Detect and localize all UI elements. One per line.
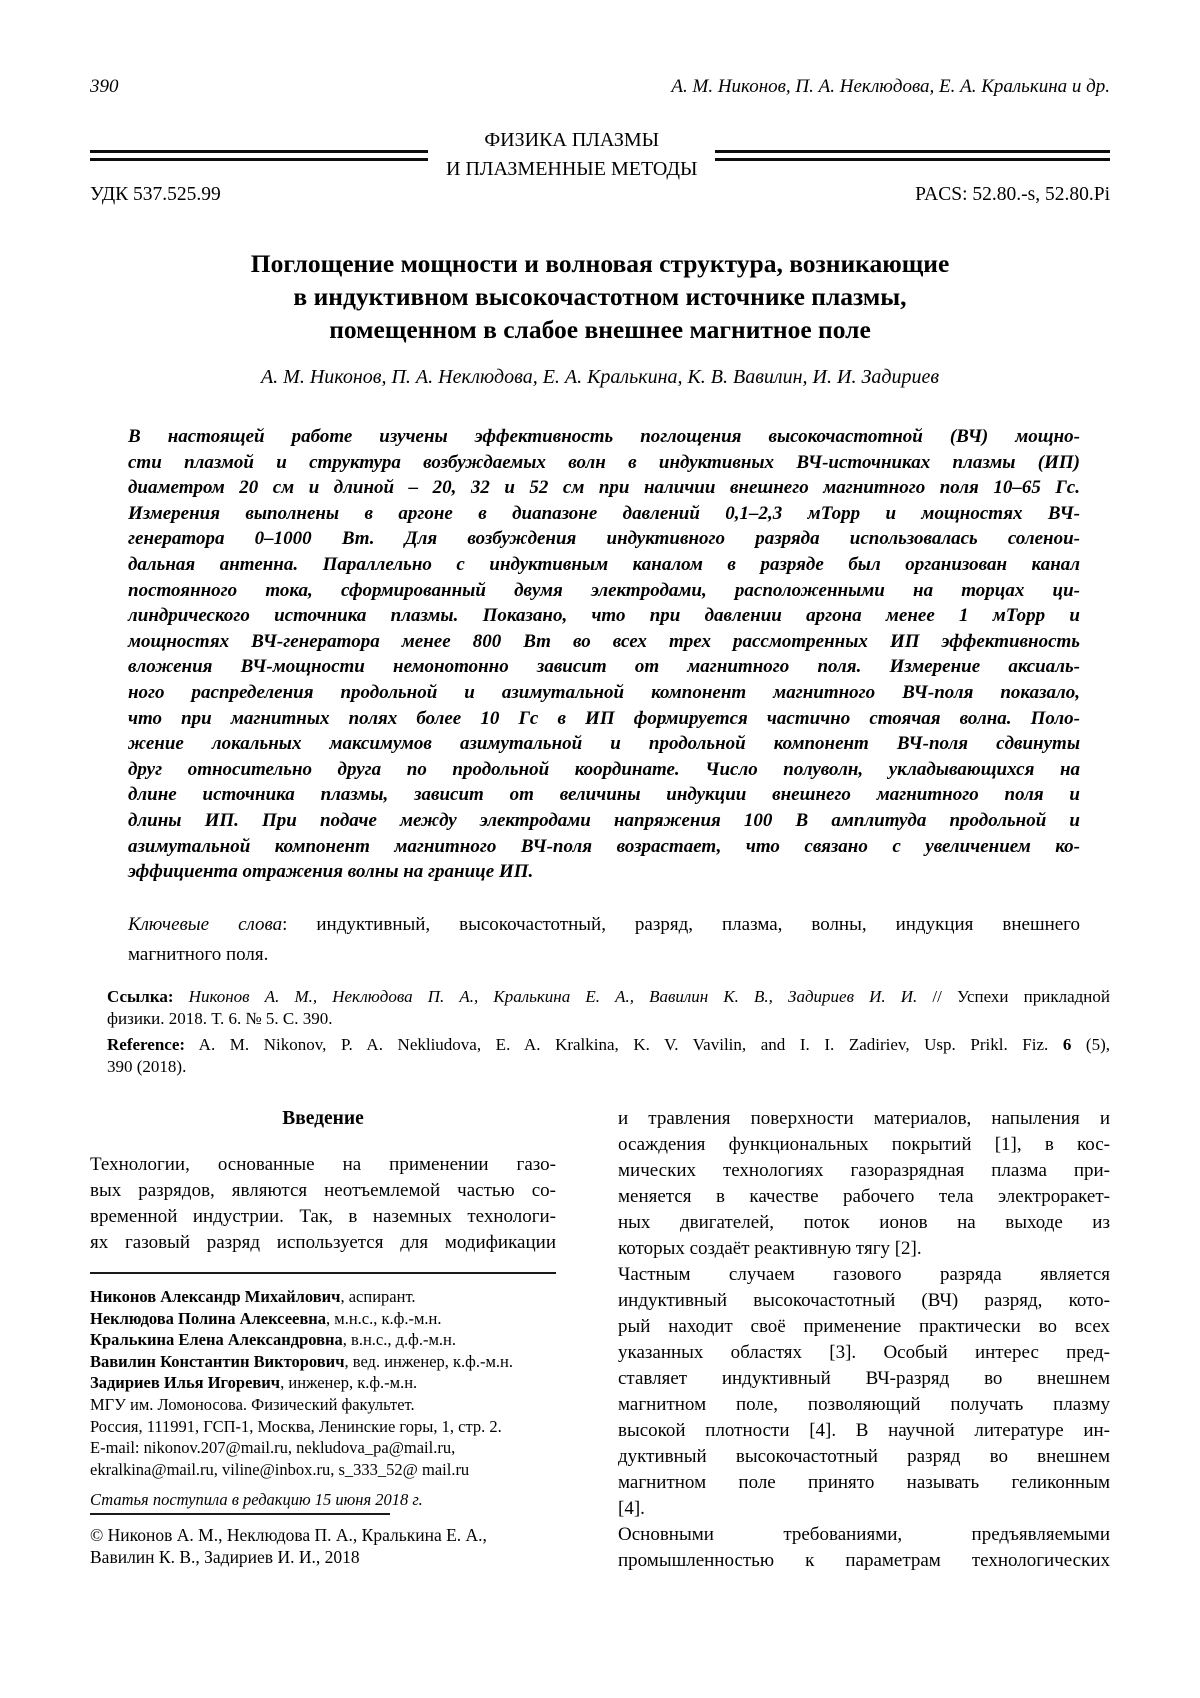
reference-en-line2: 390 (2018). [107, 1056, 187, 1076]
text-line: вых разрядов, являются неотъемлемой частью со- [90, 1180, 556, 1201]
text-line: которых создаёт реактивную тягу [2]. [618, 1238, 922, 1259]
text-line: Частным случаем газового разряда является [618, 1264, 1110, 1285]
reference-en-label: Reference: [107, 1035, 186, 1054]
abstract-line: эффициента отражения волны на границе ИП. [128, 861, 534, 883]
text-line: промышленностью к параметрам технологических [618, 1550, 1110, 1571]
footnote-block [90, 1286, 562, 1480]
abstract-line: дальная антенна. Параллельно с индуктивным каналом в разряде был организован канал [128, 553, 1080, 575]
keywords-line2: магнитного поля. [128, 944, 269, 965]
keywords-label: Ключевые слова [128, 914, 283, 935]
copyright-block [90, 1524, 562, 1568]
bio-role: , м.н.с., к.ф.-м.н. [326, 1308, 442, 1328]
abstract-line: линдрического источника плазмы. Показано, что при давлении аргона менее 1 мТорр и [128, 605, 1080, 627]
bio-name: Вавилин Константин Викторович [90, 1351, 345, 1371]
abstract-line: ного распределения продольной и азимутальной компонент магнитного ВЧ-поля показало, [128, 681, 1080, 703]
column-left [90, 1106, 556, 1256]
reference-en-issue: (5), [1071, 1035, 1110, 1054]
affiliation-line: Россия, 111991, ГСП-1, Москва, Ленинские горы, 1, стр. 2. [90, 1416, 502, 1436]
text-line: магнитном поле, позволяющий получать плазму [618, 1394, 1110, 1415]
bio-line [90, 1308, 562, 1330]
author-bios [90, 1286, 562, 1394]
text-line: указанных областях [3]. Особый интерес пред- [618, 1342, 1110, 1363]
text-line: и травления поверхности материалов, напыления и [618, 1108, 1110, 1129]
article-title-line: Поглощение мощности и волновая структура, возникающие [250, 249, 950, 278]
citation-ru-line1 [107, 986, 1110, 1008]
abstract-line: азимутальной компонент магнитного ВЧ-поля возрастает, что связано с увеличением ко- [128, 835, 1080, 857]
affiliation-block [90, 1394, 562, 1480]
running-head: А. М. Никонов, П. А. Неклюдова, Е. А. Кралькина и др. [671, 76, 1110, 97]
abstract-line: друг относительно друга по продольной координате. Число полуволн, укладывающихся на [128, 758, 1080, 780]
abstract-line: сти плазмой и структура возбуждаемых волн в индуктивных ВЧ-источниках плазмы (ИП) [128, 451, 1080, 473]
bio-line [90, 1329, 562, 1351]
text-line: ных двигателей, поток ионов на выходе из [618, 1212, 1110, 1233]
codes-row [90, 184, 1110, 206]
bio-line [90, 1286, 562, 1308]
page-number: 390 [90, 76, 119, 97]
reference-en [107, 1034, 1110, 1077]
udc-label: УДК 537.525.99 [90, 184, 221, 205]
abstract-line: генератора 0–1000 Вт. Для возбуждения индуктивного разряда использовалась соленои- [128, 528, 1080, 550]
banner-title-line2: И ПЛАЗМЕННЫЕ МЕТОДЫ [446, 158, 698, 180]
bio-role: , в.н.с., д.ф.-м.н. [342, 1330, 456, 1350]
banner-rule-left [90, 150, 428, 161]
text-line: [4]. [618, 1498, 645, 1519]
keywords-text: : индуктивный, высокочастотный, разряд, плазма, волны, индукция внешнего [282, 914, 1080, 935]
article-title [90, 247, 1110, 346]
intro-paragraph-left [90, 1152, 556, 1256]
text-line: высокой плотности [4]. В научной литературе ин- [618, 1420, 1110, 1441]
text-line: рый находит своё применение практически во всех [618, 1316, 1110, 1337]
intro-paragraph-right-1 [618, 1106, 1110, 1262]
banner-title [440, 126, 703, 184]
citation-ru [107, 986, 1110, 1029]
keywords-line1 [128, 910, 1080, 940]
bio-name: Никонов Александр Михайлович [90, 1287, 341, 1306]
text-line: мических технологиях газоразрядная плазма при- [618, 1160, 1110, 1181]
abstract-line: Измерения выполнены в аргоне в диапазоне давлений 0,1–2,3 мТорр и мощностях ВЧ- [128, 502, 1080, 524]
page-header [90, 76, 1110, 98]
footnote-rule [90, 1272, 556, 1274]
text-line: ставляет индуктивный ВЧ-разряд во внешнем [618, 1368, 1110, 1389]
copyright-rule [90, 1513, 390, 1515]
abstract-line: В настоящей работе изучены эффективность поглощения высокочастотной (ВЧ) мощно- [128, 426, 1080, 447]
intro-heading: Введение [282, 1108, 364, 1129]
bio-name: Неклюдова Полина Алексеевна [90, 1308, 327, 1328]
abstract-line: длине источника плазмы, зависит от величины индукции внешнего магнитного поля и [128, 784, 1080, 806]
abstract-line: что при магнитных полях более 10 Гс в ИП формируется частично стоячая волна. Поло- [128, 707, 1080, 729]
abstract-line: диаметром 20 см и длиной – 20, 32 и 52 см при наличии внешнего магнитного поля 10–65 Гс. [128, 477, 1080, 499]
affiliation-line: E-mail: nikonov.207@mail.ru, nekludova_pa@mail.ru, [90, 1438, 456, 1458]
citation-ru-authors: Никонов А. М., Неклюдова П. А., Кралькина Е. А., Вавилин К. В., Задириев И. И. [173, 987, 918, 1006]
text-line: меняется в качестве рабочего тела электроракет- [618, 1186, 1110, 1207]
bio-line [90, 1351, 562, 1373]
authors-line: А. М. Никонов, П. А. Неклюдова, Е. А. Кралькина, К. В. Вавилин, И. И. Задириев [260, 366, 940, 388]
bio-name: Задириев Илья Игоревич [90, 1373, 281, 1393]
abstract-line: постоянного тока, сформированный двумя электродами, расположенными на торцах ци- [128, 579, 1080, 601]
text-line: магнитном поле принято называть геликонным [618, 1472, 1110, 1493]
banner-rule-right [715, 150, 1110, 161]
abstract-line: вложения ВЧ-мощности немонотонно зависит от магнитного поля. Измерение аксиаль- [128, 656, 1080, 678]
article-title-line: в индуктивном высокочастотном источнике плазмы, [293, 282, 907, 311]
pacs-label: PACS: 52.80.-s, 52.80.Pi [915, 184, 1110, 205]
affiliation-line: МГУ им. Ломоносова. Физический факультет. [90, 1394, 415, 1414]
intro-paragraph-right-2 [618, 1262, 1110, 1522]
reference-en-body: A. M. Nikonov, P. A. Nekliudova, E. A. Kralkina, K. V. Vavilin, and I. I. Zadiriev, Usp. Prikl. Fiz. [185, 1035, 1063, 1054]
abstract [128, 424, 1080, 885]
abstract-line: мощностях ВЧ-генератора менее 800 Вт во всех трех рассмотренных ИП эффективность [128, 630, 1080, 652]
intro-paragraph-right-3 [618, 1522, 1110, 1574]
bio-role: , вед. инженер, к.ф.-м.н. [344, 1351, 513, 1371]
text-line: временной индустрии. Так, в наземных технологи- [90, 1206, 556, 1227]
reference-en-line1 [107, 1034, 1110, 1056]
citation-ru-line2: физики. 2018. Т. 6. № 5. С. 390. [107, 1008, 333, 1028]
text-line: дуктивный высокочастотный разряд во внешнем [618, 1446, 1110, 1467]
text-line: Основными требованиями, предъявляемыми [618, 1524, 1110, 1545]
bio-line [90, 1372, 562, 1394]
copyright-line: © Никонов А. М., Неклюдова П. А., Кралькина Е. А., [90, 1525, 487, 1545]
section-banner [90, 126, 1110, 184]
citation-ru-label: Ссылка: [107, 987, 174, 1006]
column-right [618, 1106, 1110, 1574]
text-line: ях газовый разряд используется для модификации [90, 1232, 556, 1253]
bio-role: , инженер, к.ф.-м.н. [280, 1373, 418, 1393]
reference-en-volume: 6 [1062, 1035, 1072, 1054]
text-line: индуктивный высокочастотный (ВЧ) разряд, кото- [618, 1290, 1110, 1311]
text-line: осаждения функциональных покрытий [1], в кос- [618, 1134, 1110, 1155]
received-note: Статья поступила в редакцию 15 июня 2018 г. [90, 1490, 423, 1509]
banner-title-line1: ФИЗИКА ПЛАЗМЫ [484, 129, 660, 151]
affiliation-line: ekralkina@mail.ru, viline@inbox.ru, s_333_52@ mail.ru [90, 1459, 470, 1479]
copyright-line: Вавилин К. В., Задириев И. И., 2018 [90, 1547, 360, 1567]
citation-ru-journal: // Успехи прикладной [917, 987, 1110, 1006]
article-title-line: помещенном в слабое внешнее магнитное поле [329, 315, 871, 344]
text-line: Технологии, основанные на применении газо- [90, 1154, 556, 1175]
abstract-line: жение локальных максимумов азимутальной и продольной компонент ВЧ-поля сдвинуты [128, 733, 1080, 755]
keywords [128, 910, 1080, 970]
abstract-line: длины ИП. При подаче между электродами напряжения 100 В амплитуда продольной и [128, 809, 1080, 831]
bio-role: , аспирант. [340, 1287, 416, 1306]
bio-name: Кралькина Елена Александровна [90, 1330, 343, 1350]
